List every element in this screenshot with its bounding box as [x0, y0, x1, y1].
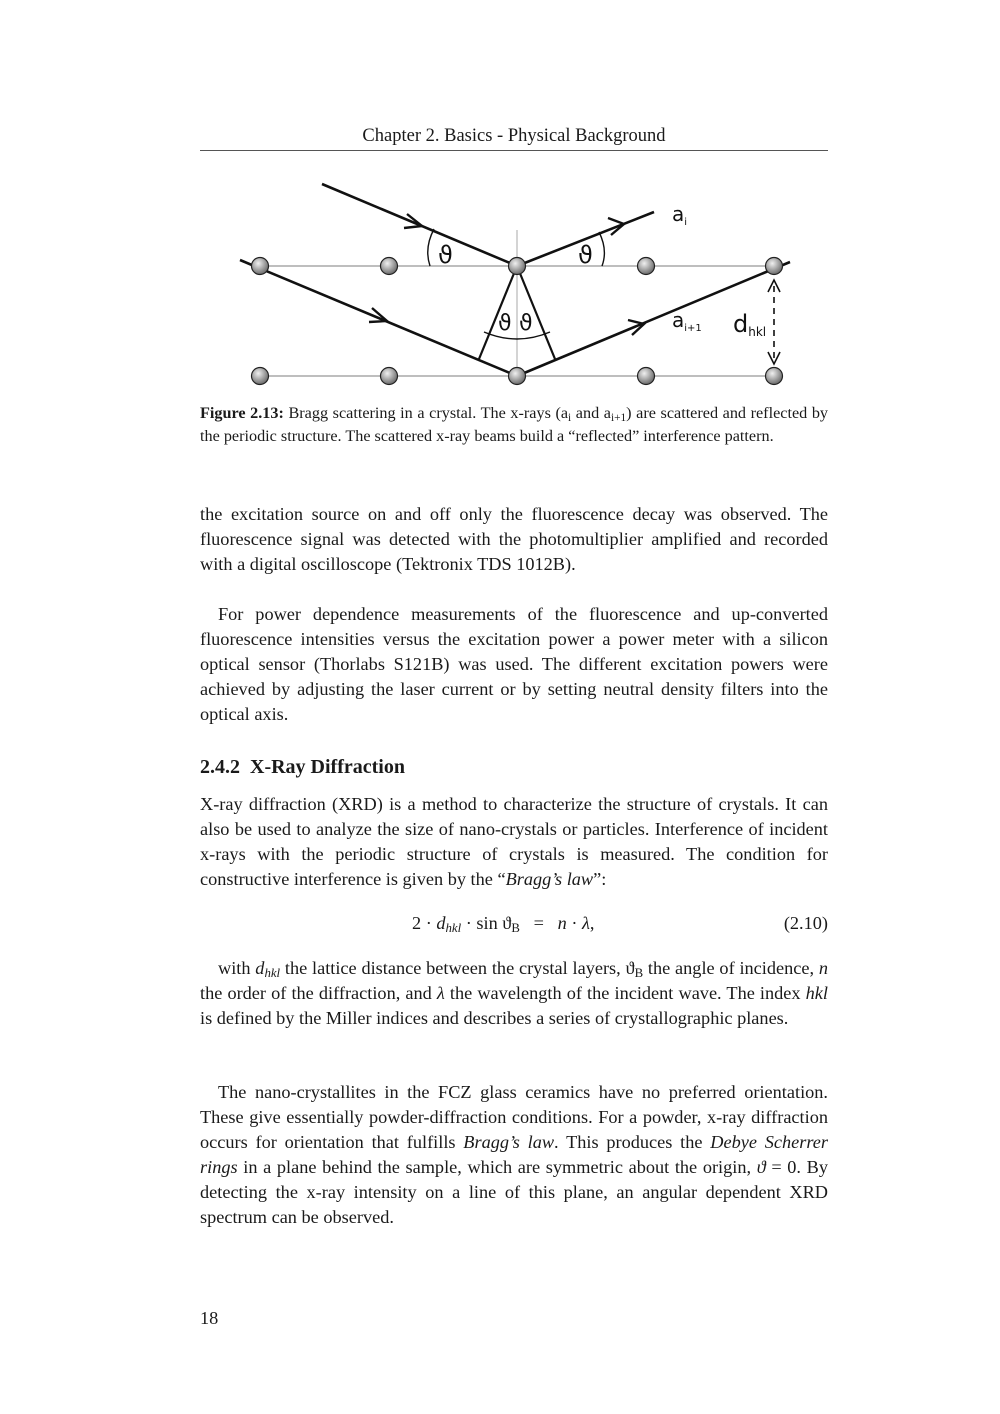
atom	[638, 368, 655, 385]
running-header	[200, 124, 828, 151]
theta-label-left: ϑ	[438, 241, 453, 269]
paragraph-5: The nano-crystallites in the FCZ glass ceramics have no preferred orientation. These give essentially powder-diffraction conditions. For a powder, x-ray diffraction occurs for orientation that fulfills Bragg’s law. This produces the Debye Scherrer rings in a plane behind the sample, which are symmetric about the origin, ϑ = 0. By detecting the x-ray intensity on a line of this plane, an angular dependent XRD spectrum can be observed.	[200, 1082, 829, 1227]
equation-body: $2 \cdot d_{hkl} \cdot \sin ϑ_B = n \cdot \lambda$,	[412, 913, 595, 935]
atom	[252, 368, 269, 385]
paragraph-1: the excitation source on and off only the fluorescence decay was observed. The fluorescence signal was detected with the photomultiplier amplified and recorded with a digital oscilloscope (Tektronix TDS 1012B).	[200, 504, 828, 574]
theta-label-lower-right: ϑ	[519, 311, 533, 336]
atom	[509, 258, 526, 275]
atom	[766, 368, 783, 385]
atom	[766, 258, 783, 275]
theta-label-lower-left: ϑ	[498, 311, 512, 336]
paragraph-4: with $d_{hkl}$ the lattice distance between the crystal layers, $ϑ_B$ the angle of incidence, n the order of the diffraction, and λ the wavelength of the incident wave. The index hkl is defined by the Miller indices and describes a series of crystallographic planes.	[200, 958, 828, 1028]
atom	[381, 368, 398, 385]
bragg-scattering-figure	[200, 170, 828, 395]
section-heading	[200, 753, 405, 781]
atom	[638, 258, 655, 275]
angle-arc-right	[599, 232, 604, 266]
bragg-equation	[200, 908, 828, 938]
atom	[252, 258, 269, 275]
equation-number: (2.10)	[783, 913, 828, 933]
page-number: 18	[200, 1308, 219, 1328]
ray-label-ai: $a_i$	[672, 202, 688, 228]
reflected-ray-lower	[517, 262, 790, 376]
paragraph-2: For power dependence measurements of the fluorescence and up-converted fluorescence intensities versus the excitation power a power meter with a silicon optical sensor (Thorlabs S121B) was used. The different excitation powers were achieved by adjusting the laser current or by setting neutral density filters into the optical axis.	[200, 604, 828, 724]
figure-label: Figure 2.13:	[200, 404, 284, 422]
atom	[509, 368, 526, 385]
chapter-title: Chapter 2. Basics - Physical Background	[362, 126, 666, 146]
theta-label-right: ϑ	[578, 241, 593, 269]
angle-arc-left	[428, 229, 434, 266]
figure-caption: Figure 2.13: Bragg scattering in a crystal. The x-rays ($a_i$ and $a_{i+1}$) are scattered and reflected by the periodic structure. The scattered x-ray beams build a “reflected” interference pattern.	[200, 404, 829, 445]
atom	[381, 258, 398, 275]
paragraph-3: X-ray diffraction (XRD) is a method to characterize the structure of crystals. It can also be used to analyze the size of nano-crystals or particles. Interference of incident x-rays with the periodic structure of crystals is measured. The condition for constructive interference is given by the “Bragg’s law”:	[200, 794, 828, 889]
section-title: X-Ray Diffraction	[250, 756, 405, 778]
spacing-label-dhkl: dhkl	[733, 310, 767, 339]
section-number: 2.4.2	[200, 756, 240, 778]
incident-ray-lower	[240, 260, 517, 376]
ray-label-ai1: $a_{i+1}$	[672, 308, 702, 334]
